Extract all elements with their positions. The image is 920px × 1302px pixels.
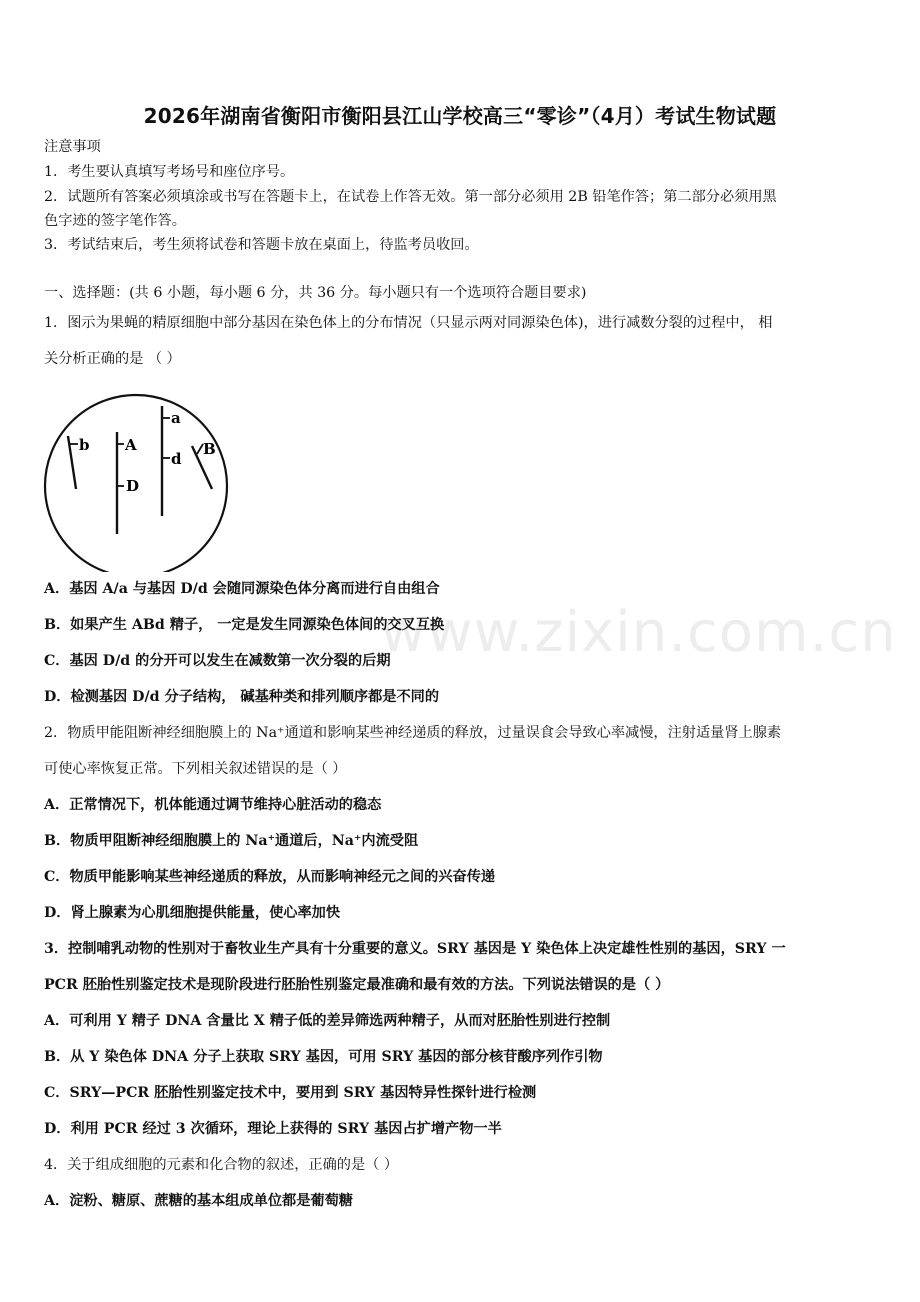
- q3-option-b: B．从 Y 染色体 DNA 分子上获取 SRY 基因，可用 SRY 基因的部分核苷酸序列作引物: [44, 1049, 603, 1065]
- q1-option-a: A．基因 A/a 与基因 D/d 会随同源染色体分离而进行自由组合: [44, 581, 440, 597]
- q2-option-b: B．物质甲阻断神经细胞膜上的 Na⁺通道后，Na⁺内流受阻: [44, 833, 419, 849]
- q3-option-c: C．SRY—PCR 胚胎性别鉴定技术中，要用到 SRY 基因特异性探针进行检测: [44, 1085, 537, 1101]
- q3-stem: PCR 胚胎性别鉴定技术是现阶段进行胚胎性别鉴定最准确和最有效的方法。下列说法错误的是（ ）: [44, 977, 670, 993]
- gene-label-A: A: [125, 436, 137, 454]
- notice-item: 色字迹的签字笔作答。: [44, 213, 186, 229]
- q2-option-a: A．正常情况下，机体能通过调节维持心脏活动的稳态: [44, 797, 382, 813]
- gene-label-d: d: [171, 450, 182, 468]
- notice-item: 3．考试结束后，考生须将试卷和答题卡放在桌面上，待监考员收回。: [44, 237, 479, 253]
- q1-option-b: B．如果产生 ABd 精子， 一定是发生同源染色体间的交叉互换: [44, 617, 445, 633]
- q1-stem: 关分析正确的是 （ ）: [44, 351, 181, 367]
- gene-label-a: a: [171, 409, 181, 427]
- watermark: www.zixin.com.cn: [380, 600, 897, 665]
- q4-stem: 4．关于组成细胞的元素和化合物的叙述，正确的是（ ）: [44, 1157, 399, 1173]
- section-heading: 一、选择题：(共 6 小题，每小题 6 分，共 36 分。每小题只有一个选项符合题目要求): [44, 285, 587, 301]
- gene-label-b: b: [79, 436, 90, 454]
- q2-option-c: C．物质甲能影响某些神经递质的释放，从而影响神经元之间的兴奋传递: [44, 869, 496, 885]
- notice-item: 2．试题所有答案必须填涂或书写在答题卡上，在试卷上作答无效。第一部分必须用 2B 铅笔作答；第二部分必须用黑: [44, 189, 777, 205]
- q3-stem: 3．控制哺乳动物的性别对于畜牧业生产具有十分重要的意义。SRY 基因是 Y 染色体上决定雄性性别的基因，SRY 一: [44, 941, 786, 957]
- q2-stem: 2．物质甲能阻断神经细胞膜上的 Na⁺通道和影响某些神经递质的释放，过量误食会导致心率减慢，注射适量肾上腺素: [44, 725, 782, 741]
- q1-option-c: C．基因 D/d 的分开可以发生在减数第一次分裂的后期: [44, 653, 391, 669]
- q1-stem: 1．图示为果蝇的精原细胞中部分基因在染色体上的分布情况（只显示两对同源染色体)，进行减数分裂的过程中， 相: [44, 315, 773, 331]
- notice-heading: 注意事项: [44, 139, 101, 155]
- q2-option-d: D．肾上腺素为心肌细胞提供能量，使心率加快: [44, 905, 341, 921]
- q2-stem: 可使心率恢复正常。下列相关叙述错误的是（ ）: [44, 761, 347, 777]
- q3-option-a: A．可利用 Y 精子 DNA 含量比 X 精子低的差异筛选两种精子，从而对胚胎性别进行控制: [44, 1013, 611, 1029]
- notice-item: 1．考生要认真填写考场号和座位序号。: [44, 164, 295, 180]
- q4-option-a: A．淀粉、糖原、蔗糖的基本组成单位都是葡萄糖: [44, 1193, 353, 1209]
- chromosome-diagram: [40, 392, 236, 572]
- gene-label-D: D: [126, 477, 140, 495]
- page-title: 2026年湖南省衡阳市衡阳县江山学校高三“零诊”（4月）考试生物试题: [143, 104, 777, 128]
- q1-option-d: D．检测基因 D/d 分子结构， 碱基种类和排列顺序都是不同的: [44, 689, 440, 705]
- q3-option-d: D．利用 PCR 经过 3 次循环，理论上获得的 SRY 基因占扩增产物一半: [44, 1121, 502, 1137]
- gene-label-B: B: [203, 440, 216, 458]
